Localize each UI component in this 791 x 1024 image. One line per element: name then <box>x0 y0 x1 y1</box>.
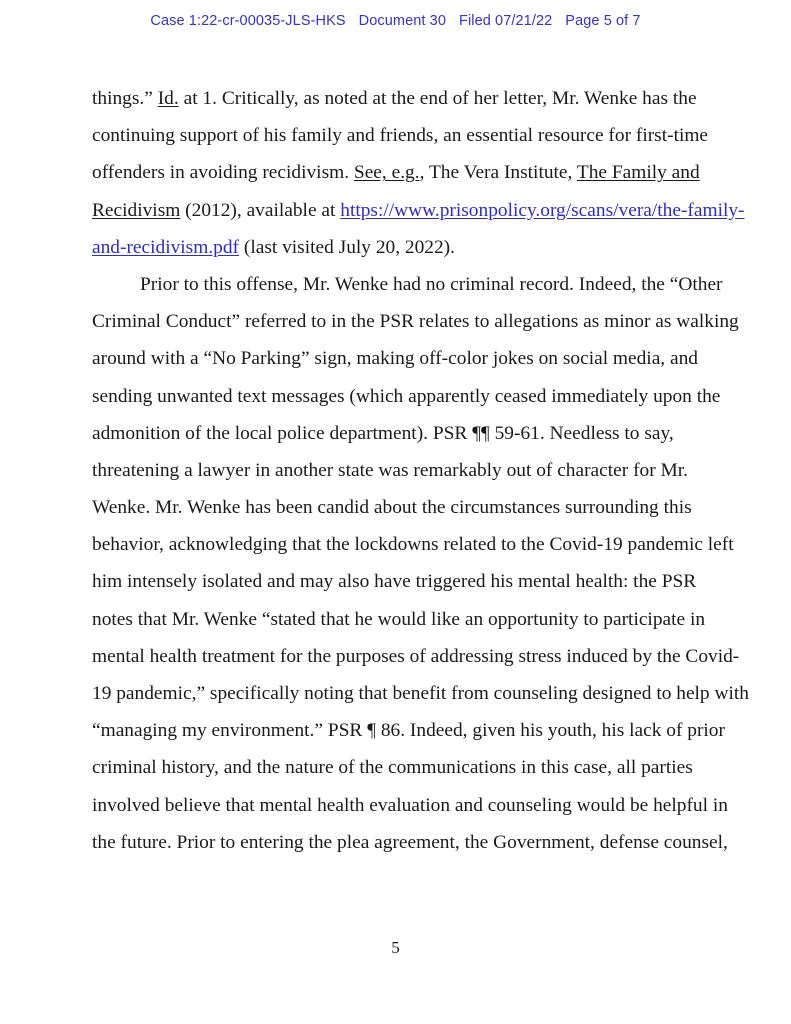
text-run: continuing support of his family and friends, an essential resource for first-time <box>92 125 709 147</box>
text-run: him intensely isolated and may also have triggered his mental health: the PSR <box>92 571 697 593</box>
text-line <box>92 415 696 452</box>
ecf-page-indicator: Page 5 of 7 <box>565 13 641 29</box>
text-run: (2012), available at <box>180 199 341 221</box>
text-line <box>92 749 696 786</box>
text-line <box>92 266 723 303</box>
text-line <box>92 452 696 489</box>
text-line <box>92 154 700 191</box>
text-run: Wenke. Mr. Wenke has been candid about the circumstances surrounding this <box>92 497 692 519</box>
text-run: Prior to this offense, Mr. Wenke had no criminal record. Indeed, the “Other <box>140 273 723 295</box>
text-line <box>92 563 696 600</box>
citation-underlined: The Family and <box>576 162 700 184</box>
text-run: admonition of the local police department). PSR ¶¶ 59-61. Needless to say, <box>92 422 674 444</box>
text-line <box>92 601 706 638</box>
text-line <box>92 526 734 563</box>
citation-underlined: Id. <box>157 88 179 109</box>
hyperlink[interactable]: https://www.prisonpolicy.org/scans/vera/the-family- <box>340 199 745 221</box>
text-run: mental health treatment for the purposes of addressing stress induced by the Covid- <box>92 645 740 667</box>
ecf-header-stamp <box>0 13 791 29</box>
text-run: Criminal Conduct” referred to in the PSR relates to allegations as minor as walking <box>92 311 739 333</box>
text-run: behavior, acknowledging that the lockdowns related to the Covid-19 pandemic left <box>92 534 734 556</box>
text-run: criminal history, and the nature of the communications in this case, all parties <box>92 757 693 779</box>
text-run: offenders in avoiding recidivism. <box>92 162 354 184</box>
ecf-case-number: Case 1:22-cr-00035-JLS-HKS <box>150 13 346 29</box>
text-line <box>92 303 739 340</box>
text-run: around with a “No Parking” sign, making off-color jokes on social media, and <box>92 348 698 370</box>
text-run: things.” <box>92 88 158 109</box>
text-line <box>92 489 696 526</box>
text-run: the future. Prior to entering the plea agreement, the Government, defense counsel, <box>92 831 728 853</box>
text-run: involved believe that mental health evaluation and counseling would be helpful in <box>92 794 728 816</box>
text-line <box>92 638 740 675</box>
ecf-document-number: Document 30 <box>358 13 446 29</box>
text-line <box>92 117 709 154</box>
text-run: at 1. Critically, as noted at the end of her letter, Mr. Wenke has the <box>178 88 697 109</box>
text-line <box>92 675 749 712</box>
text-line <box>92 787 728 824</box>
text-run: 19 pandemic,” specifically noting that benefit from counseling designed to help with <box>92 683 749 704</box>
text-run: (last visited July 20, 2022). <box>239 236 455 258</box>
text-line <box>92 192 745 229</box>
text-line <box>92 824 728 861</box>
text-line <box>92 80 696 117</box>
text-line <box>92 229 696 266</box>
citation-underlined: Recidivism <box>92 199 181 221</box>
text-run: “managing my environment.” PSR ¶ 86. Indeed, given his youth, his lack of prior <box>92 720 725 742</box>
hyperlink[interactable]: and-recidivism.pdf <box>92 236 240 258</box>
footer-page-number: 5 <box>391 938 400 957</box>
document-body <box>92 80 749 861</box>
text-run: , The Vera Institute, <box>419 162 577 184</box>
citation-underlined: See, e.g. <box>353 162 420 184</box>
text-line <box>92 712 725 749</box>
ecf-filed-date: Filed 07/21/22 <box>458 13 553 29</box>
text-run: sending unwanted text messages (which apparently ceased immediately upon the <box>92 385 721 407</box>
text-line <box>92 340 696 377</box>
text-run: threatening a lawyer in another state was remarkably out of character for Mr. <box>92 459 689 481</box>
text-run: notes that Mr. Wenke “stated that he would like an opportunity to participate in <box>92 608 706 630</box>
text-line <box>92 378 721 415</box>
